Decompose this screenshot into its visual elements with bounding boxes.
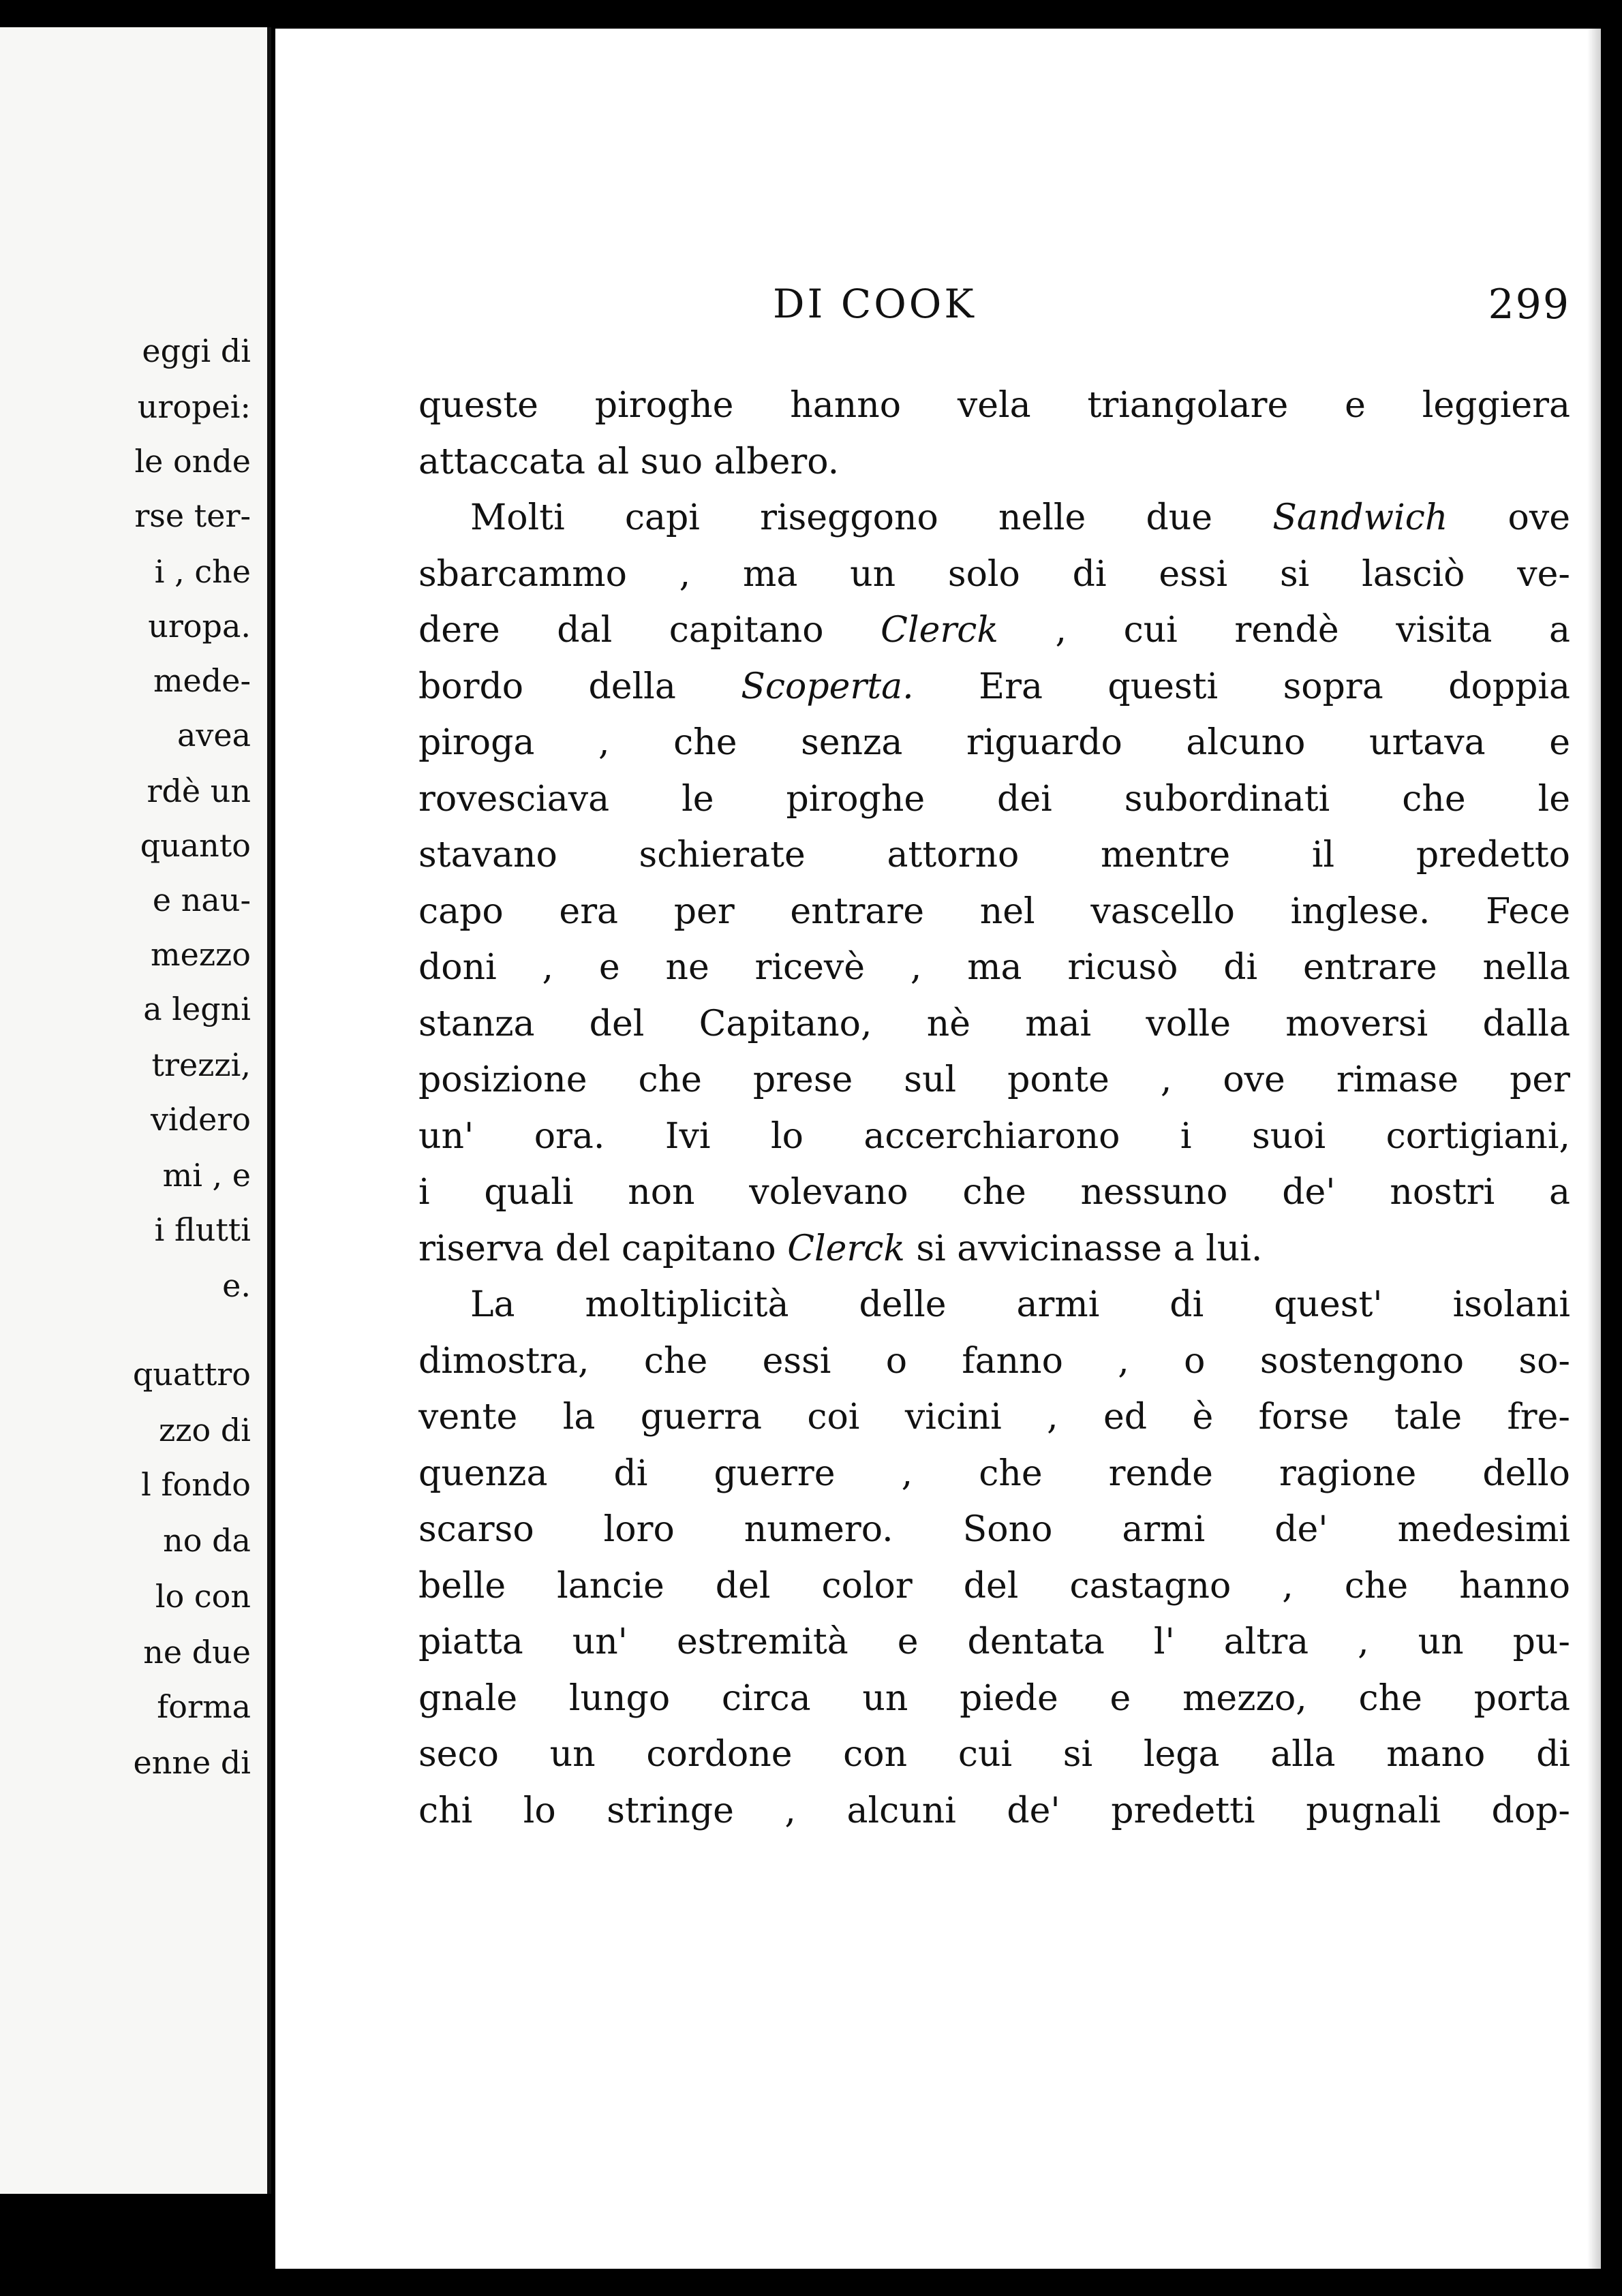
left-page-line-fragment: mede- [153, 662, 251, 699]
text-line [418, 940, 1570, 996]
left-page-line-fragment: i flutti [154, 1211, 251, 1248]
text-line [418, 996, 1570, 1053]
line-text: piroga , che senza riguardo alcuno urtava e [418, 722, 1570, 763]
left-page-line-fragment: a legni [143, 991, 251, 1027]
line-text: rovesciava le piroghe dei subordinati che le [418, 778, 1570, 820]
left-page-line-fragment: quanto [140, 827, 251, 864]
text-line [418, 602, 1570, 659]
line-text: quenza di guerre , che rende ragione dello [418, 1453, 1570, 1494]
line-text: un' ora. Ivi lo accerchiarono i suoi cortigiani, [418, 1115, 1570, 1157]
left-page-line-fragment: trezzi, [151, 1046, 251, 1083]
text-line [418, 1558, 1570, 1615]
line-text: ove [1448, 497, 1570, 538]
italic-name: Scoperta. [741, 666, 914, 707]
line-text: stavano schierate attorno mentre il predetto [418, 835, 1570, 875]
left-page-line-fragment: videro [150, 1101, 251, 1138]
page-number: 299 [1488, 281, 1570, 328]
text-line [418, 546, 1570, 603]
line-text: i quali non volevano che nessuno de' nostri a [418, 1172, 1570, 1213]
line-text: belle lancie del color del castagno , che hanno [418, 1565, 1570, 1607]
line-text: dimostra, che essi o fanno , o sostengono so- [418, 1340, 1570, 1382]
line-text: si avvicinasse a lui. [904, 1228, 1263, 1269]
text-line [418, 771, 1570, 828]
line-text: scarso loro numero. Sono armi de' medesimi [418, 1509, 1570, 1550]
left-page-line-fragment: mezzo [150, 936, 251, 973]
right-page [275, 29, 1601, 2269]
text-line [418, 1446, 1570, 1502]
text-line [418, 715, 1570, 771]
text-line [418, 1502, 1570, 1558]
line-text: bordo della [418, 666, 741, 707]
line-text: stanza del Capitano, nè mai volle moversi dalla [418, 1003, 1570, 1044]
line-text: Molti capi riseggono nelle due [470, 497, 1273, 538]
line-text: doni , e ne ricevè , ma ricusò di entrare nella [418, 947, 1570, 988]
running-title: DI COOK [773, 281, 977, 327]
left-page-line-fragment: le onde [134, 443, 251, 480]
line-text: dere dal capitano [418, 610, 881, 651]
text-line [418, 1333, 1570, 1390]
line-text: queste piroghe hanno vela triangolare e leggiera [418, 385, 1570, 426]
left-page-line-fragment: lo con [155, 1578, 251, 1615]
line-text: capo era per entrare nel vascello inglese. Fece [418, 890, 1570, 932]
text-line [418, 659, 1570, 715]
text-line [418, 434, 1570, 491]
running-head [418, 281, 1570, 335]
left-page-line-fragment: eggi di [142, 332, 251, 369]
line-text: vente la guerra coi vicini , ed è forse tale fre- [418, 1397, 1570, 1438]
text-line [418, 377, 1570, 434]
text-line [418, 1164, 1570, 1221]
text-line [418, 1726, 1570, 1783]
line-text: sbarcammo , ma un solo di essi si lasciò ve- [418, 553, 1570, 595]
line-text: riserva del capitano [418, 1228, 788, 1269]
text-line [418, 1052, 1570, 1108]
left-page-line-fragment: no da [163, 1522, 251, 1559]
left-page-line-fragment: rse ter- [134, 497, 251, 534]
left-page-line-fragment: e. [222, 1267, 251, 1304]
body-text [418, 377, 1570, 1839]
text-line [418, 1108, 1570, 1165]
line-text: attaccata al suo albero. [418, 441, 840, 482]
left-page-line-fragment: l fondo [141, 1466, 251, 1503]
line-text: chi lo stringe , alcuni de' predetti pugnali dop- [418, 1790, 1570, 1831]
italic-name: Sandwich [1272, 497, 1448, 538]
line-text: gnale lungo circa un piede e mezzo, che porta [418, 1677, 1570, 1719]
left-page-line-fragment: forma [157, 1688, 251, 1725]
left-page-line-fragment: uropei: [137, 388, 251, 425]
text-line [418, 1277, 1570, 1333]
text-line [418, 1221, 1570, 1277]
text-line [418, 1671, 1570, 1727]
line-text: posizione che prese sul ponte , ove rimase per [418, 1059, 1570, 1100]
text-line [418, 490, 1570, 546]
text-line [418, 827, 1570, 884]
line-text: , cui rendè visita a [998, 610, 1570, 651]
left-page-line-fragment: zzo di [159, 1412, 251, 1448]
left-page [0, 27, 271, 2194]
left-page-line-fragment: e nau- [152, 882, 251, 918]
left-page-line-fragment: rdè un [147, 773, 251, 809]
left-page-line-fragment: enne di [133, 1744, 251, 1781]
italic-name: Clerck [787, 1228, 905, 1269]
line-text: La moltiplicità delle armi di quest' isolani [470, 1284, 1570, 1325]
text-line [418, 884, 1570, 940]
italic-name: Clerck [881, 610, 998, 651]
text-line [418, 1783, 1570, 1840]
text-line [418, 1614, 1570, 1671]
left-page-line-fragment: avea [177, 717, 251, 754]
text-line [418, 1389, 1570, 1446]
line-text: seco un cordone con cui si lega alla mano di [418, 1734, 1570, 1775]
left-page-line-fragment: uropa. [148, 608, 251, 645]
line-text: piatta un' estremità e dentata l' altra , un pu- [418, 1622, 1570, 1662]
left-page-line-fragment: i , che [154, 553, 251, 590]
line-text: Era questi sopra doppia [913, 666, 1570, 707]
left-page-line-fragment: mi , e [162, 1157, 251, 1194]
left-page-line-fragment: ne due [143, 1634, 251, 1671]
left-page-line-fragment: quattro [132, 1356, 251, 1393]
